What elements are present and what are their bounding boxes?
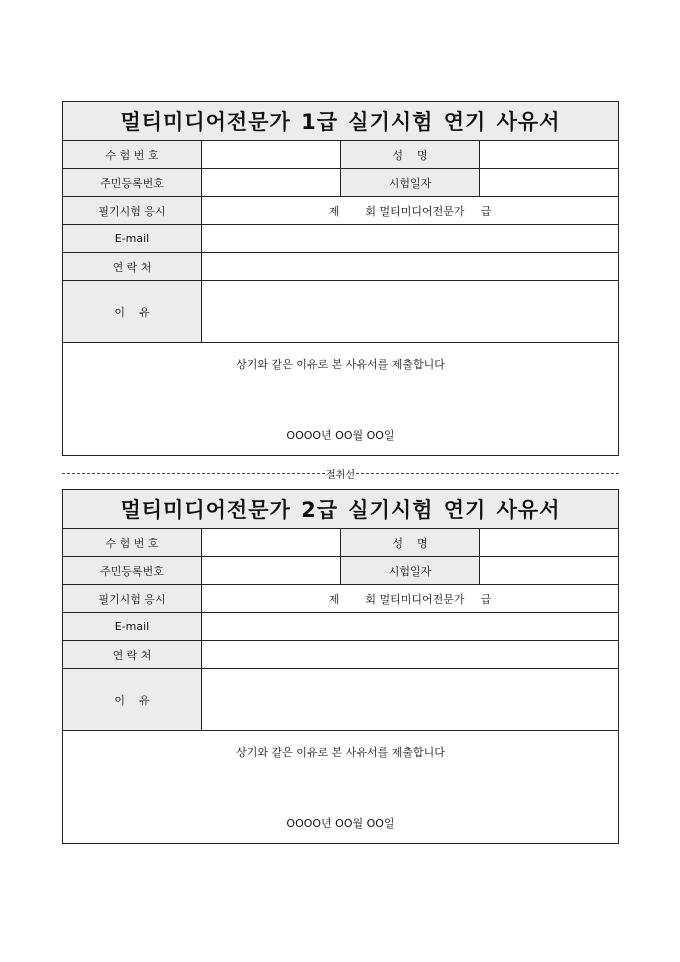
reason-field[interactable] [202, 281, 618, 342]
cut-line-dash-left [62, 473, 325, 474]
email-label: E-mail [63, 225, 202, 252]
reason-label: 이 유 [63, 281, 202, 342]
row-contact [63, 253, 618, 281]
written-prefix: 제 [328, 592, 340, 606]
row-exam-no-name [63, 529, 618, 557]
contact-label: 연 락 처 [63, 253, 202, 280]
email-field[interactable] [202, 613, 618, 640]
row-id-date [63, 557, 618, 585]
row-exam-no-name [63, 141, 618, 169]
statement-area [63, 343, 618, 455]
exam-date-label: 시험일자 [341, 169, 480, 196]
row-email [63, 613, 618, 641]
id-field[interactable] [202, 169, 341, 196]
statement-text: 상기와 같은 이유로 본 사유서를 제출합니다 [236, 746, 445, 759]
written-mid: 회 멀티미디어전문가 [365, 592, 465, 606]
name-field[interactable] [480, 529, 618, 556]
cut-line-dash-right [356, 473, 619, 474]
name-field[interactable] [480, 141, 618, 168]
row-reason [63, 281, 618, 343]
reason-label: 이 유 [63, 669, 202, 730]
written-exam-field[interactable] [202, 585, 618, 612]
row-id-date [63, 169, 618, 197]
exam-no-field[interactable] [202, 141, 341, 168]
statement-text: 상기와 같은 이유로 본 사유서를 제출합니다 [236, 358, 445, 371]
contact-label: 연 락 처 [63, 641, 202, 668]
id-label: 주민등록번호 [63, 169, 202, 196]
submission-date: OOOO년 OO월 OO일 [286, 817, 395, 830]
form-grade1 [62, 101, 619, 456]
id-field[interactable] [202, 557, 341, 584]
name-label: 성 명 [341, 529, 480, 556]
written-exam-field[interactable] [202, 197, 618, 224]
written-exam-label: 필기시험 응시 [63, 197, 202, 224]
contact-field[interactable] [202, 641, 618, 668]
cut-line [62, 466, 619, 480]
row-email [63, 225, 618, 253]
written-exam-label: 필기시험 응시 [63, 585, 202, 612]
exam-no-label: 수 험 번 호 [63, 529, 202, 556]
form-title: 멀티미디어전문가 1급 실기시험 연기 사유서 [63, 102, 618, 141]
exam-no-field[interactable] [202, 529, 341, 556]
written-mid: 회 멀티미디어전문가 [365, 204, 465, 218]
written-suffix: 급 [480, 592, 492, 606]
form-title: 멀티미디어전문가 2급 실기시험 연기 사유서 [63, 490, 618, 529]
statement-area [63, 731, 618, 843]
reason-field[interactable] [202, 669, 618, 730]
email-label: E-mail [63, 613, 202, 640]
exam-no-label: 수 험 번 호 [63, 141, 202, 168]
row-written-exam [63, 197, 618, 225]
form-grade2 [62, 489, 619, 844]
email-field[interactable] [202, 225, 618, 252]
written-suffix: 급 [480, 204, 492, 218]
row-contact [63, 641, 618, 669]
contact-field[interactable] [202, 253, 618, 280]
id-label: 주민등록번호 [63, 557, 202, 584]
exam-date-label: 시험일자 [341, 557, 480, 584]
exam-date-field[interactable] [480, 169, 618, 196]
written-prefix: 제 [328, 204, 340, 218]
row-written-exam [63, 585, 618, 613]
name-label: 성 명 [341, 141, 480, 168]
exam-date-field[interactable] [480, 557, 618, 584]
cut-line-label: 절취선 [326, 469, 355, 481]
submission-date: OOOO년 OO월 OO일 [286, 429, 395, 442]
row-reason [63, 669, 618, 731]
